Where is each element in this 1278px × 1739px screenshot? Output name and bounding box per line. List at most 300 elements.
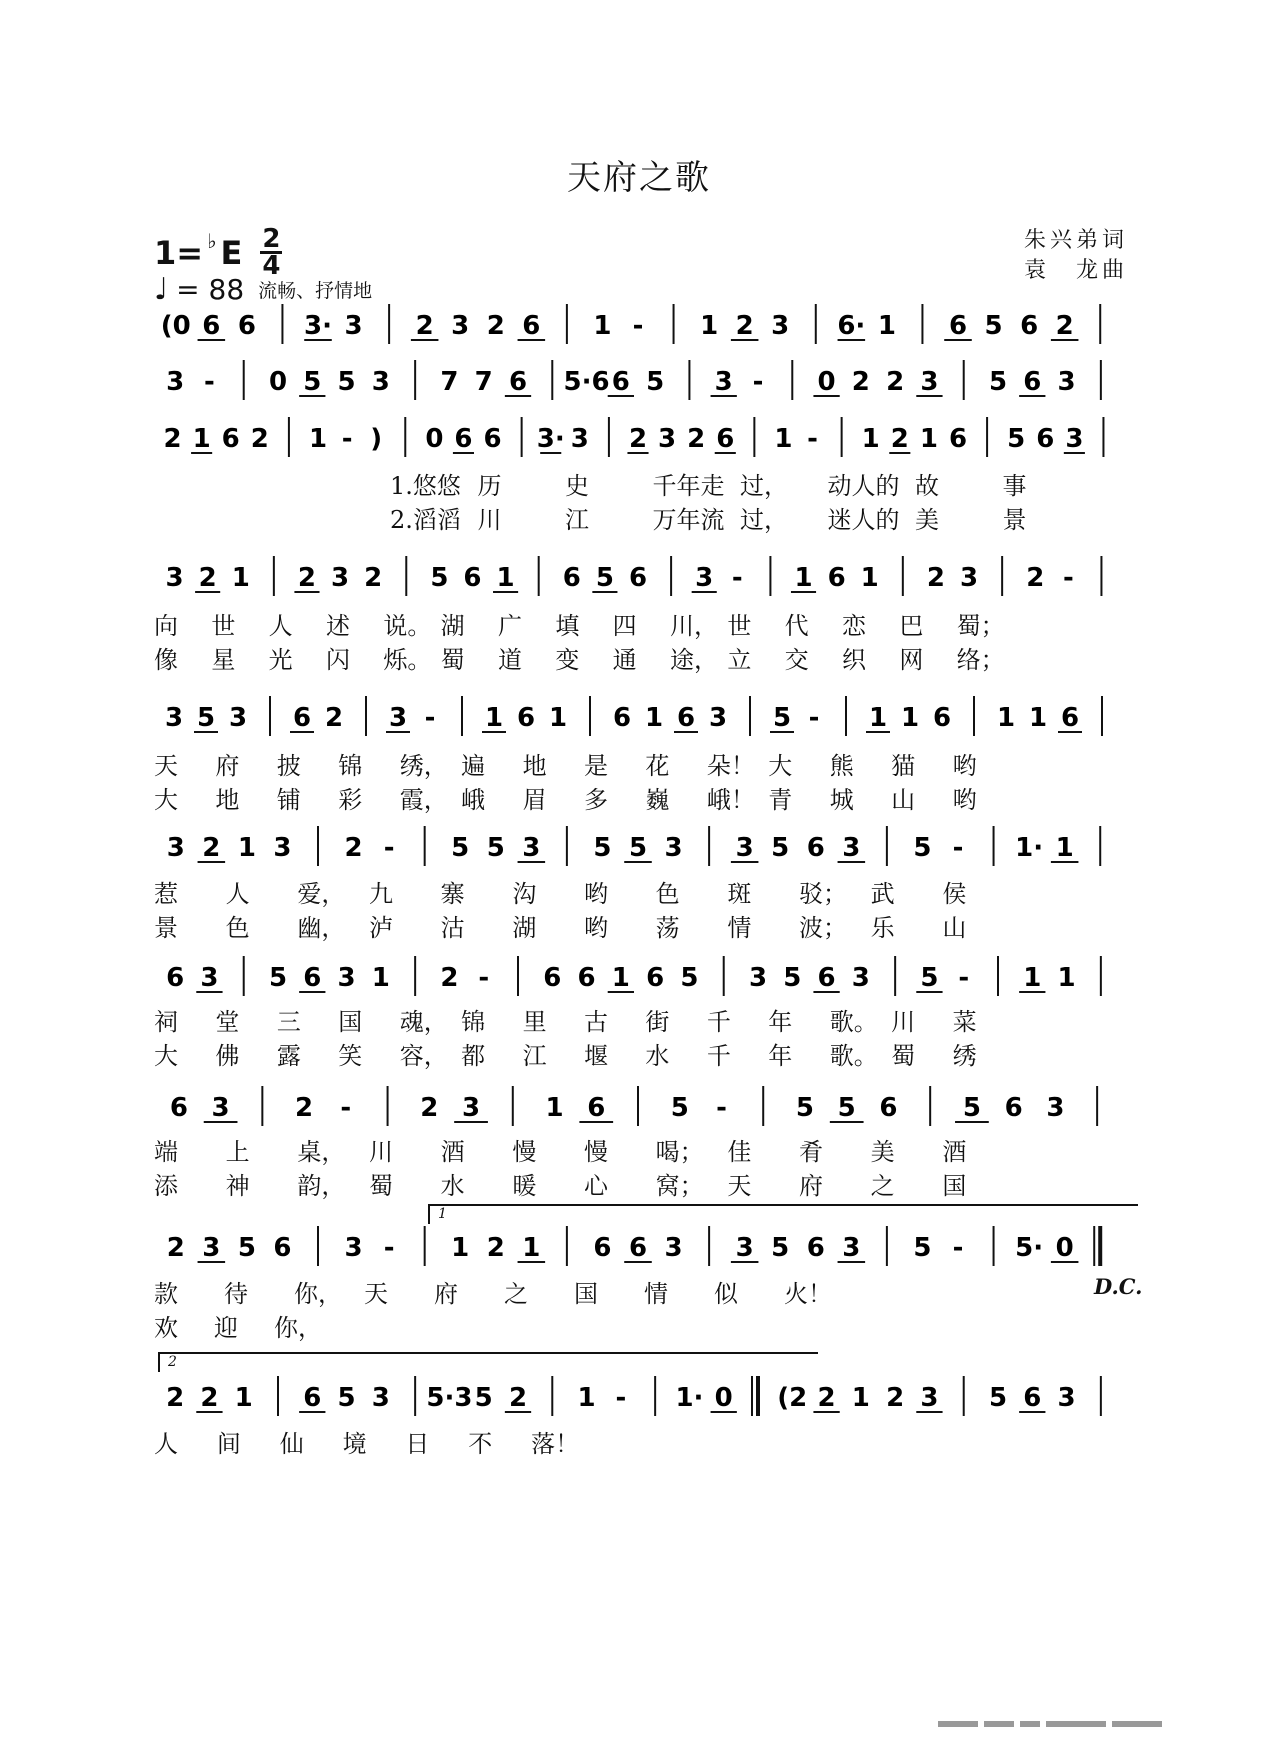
lyric-word: 哟	[584, 880, 608, 908]
music-row	[154, 692, 1124, 742]
note: 1	[700, 311, 719, 341]
lyric-word: 爱，	[297, 880, 346, 908]
lyric-word: 间	[216, 1430, 241, 1458]
lyric-word: 大	[768, 752, 793, 780]
note: 6	[806, 833, 825, 863]
music-row-svg	[154, 1222, 1124, 1272]
lyric-word: 千年走	[652, 472, 725, 500]
lyric-word: 火！	[784, 1280, 832, 1308]
lyric-word: 青	[768, 786, 793, 814]
note: 6	[202, 311, 221, 341]
lyric-word: 故	[915, 472, 939, 500]
note: 1	[371, 963, 390, 993]
note: 6	[543, 963, 562, 993]
lyric-word: 美	[870, 1138, 895, 1166]
note: 1	[851, 1383, 870, 1413]
lyric-word: 天	[364, 1280, 388, 1308]
note: 3	[388, 703, 408, 733]
note: 3	[164, 703, 184, 733]
note: 1	[644, 703, 664, 733]
note: 2	[886, 367, 905, 397]
note: 1	[593, 311, 612, 341]
lyric-word: 乐	[870, 914, 895, 942]
note: 1	[496, 563, 515, 593]
note: 5·6	[563, 367, 610, 397]
lyric-word: 笑	[338, 1042, 363, 1070]
note: 3	[1057, 367, 1076, 397]
lyric-word: 千	[706, 1042, 731, 1070]
note: 5	[196, 703, 216, 733]
da-capo-marking: D.C.	[1094, 1274, 1143, 1299]
note: 2	[324, 703, 344, 733]
note: 6	[169, 1093, 188, 1123]
lyric-word: 峨	[461, 786, 486, 814]
note: 6	[948, 424, 968, 454]
lyric-word: 1.悠悠	[390, 472, 461, 500]
lyric-word: 酒	[942, 1138, 967, 1166]
note: 3	[664, 1233, 683, 1263]
lyric-word: 城	[829, 786, 854, 814]
composer: 袁 龙曲	[1024, 258, 1129, 283]
lyric-word: 天	[727, 1172, 752, 1200]
note: -	[204, 367, 215, 397]
note: 2	[926, 563, 945, 593]
note: -	[807, 424, 818, 454]
lyric-word: 蜀	[440, 646, 465, 674]
lyric-line	[154, 780, 1124, 812]
lyric-word: 武	[870, 880, 895, 908]
note: 5	[913, 833, 932, 863]
lyric-word: 慢	[584, 1138, 608, 1166]
lyric-word: 锦	[461, 1008, 486, 1036]
lyric-word: 恋	[842, 612, 866, 640]
lyric-word: 上	[225, 1138, 250, 1166]
lyric-word: 蜀；	[956, 612, 1005, 640]
note: 0	[268, 367, 288, 397]
note: 3	[344, 311, 363, 341]
lyric-word: 世	[727, 612, 752, 640]
lyric-word: 府	[799, 1172, 823, 1200]
note: 2	[508, 1383, 528, 1413]
music-row	[154, 1222, 1124, 1272]
lyric-word: 大	[154, 786, 178, 814]
lyric-word: 闪	[326, 646, 350, 674]
music-row	[154, 413, 1124, 463]
note: -	[752, 367, 764, 397]
lyric-word: 国	[574, 1280, 598, 1308]
music-row-svg	[154, 300, 1124, 350]
lyric-word: 幽，	[297, 914, 346, 942]
note: 5·3	[426, 1383, 473, 1413]
note: 1	[451, 1233, 470, 1263]
time-signature: 2 4	[262, 224, 281, 281]
lyric-word: 遍	[461, 752, 486, 780]
lyric-word: 道	[498, 646, 522, 674]
lyric-word: 沽	[440, 914, 465, 942]
lyric-word: 酒	[440, 1138, 465, 1166]
note: 6·	[837, 311, 866, 341]
lyric-line	[154, 1424, 1124, 1456]
lyric-word: 猫	[891, 752, 916, 780]
lyric-word: 途，	[670, 646, 718, 674]
note: 2	[200, 1383, 219, 1413]
lyric-word: 烁。	[383, 646, 432, 674]
lyric-word: 变	[555, 646, 580, 674]
note: 5	[646, 367, 665, 397]
note: 2	[166, 1233, 185, 1263]
lyric-word: 驳；	[799, 880, 847, 908]
note: 5	[430, 563, 449, 593]
note: 2	[735, 311, 754, 341]
note: -	[615, 1383, 627, 1413]
note: 2	[486, 1233, 505, 1263]
lyric-word: 落！	[531, 1430, 580, 1458]
note: 1·	[675, 1383, 704, 1413]
note: 3	[331, 563, 350, 593]
note: 6	[879, 1093, 898, 1123]
lyric-word: 过，	[740, 506, 788, 534]
note: 3	[658, 424, 677, 454]
lyric-word: 天	[154, 752, 178, 780]
note: 3	[735, 1233, 754, 1263]
note: 3	[165, 563, 184, 593]
note: 2	[420, 1093, 439, 1123]
song-title: 天府之歌	[567, 158, 711, 198]
lyric-line	[154, 1132, 1124, 1164]
note: 5	[237, 1233, 256, 1263]
note: 1	[1057, 963, 1076, 993]
lyric-word: 魂，	[399, 1008, 448, 1036]
note: 5	[593, 833, 612, 863]
note: 6	[463, 563, 482, 593]
lyric-word: 祠	[154, 1008, 178, 1036]
lyric-line	[154, 1274, 1124, 1306]
lyric-word: 似	[714, 1280, 738, 1308]
note: 2	[344, 833, 363, 863]
lyric-word: 水	[645, 1042, 670, 1070]
lyric-word: 之	[870, 1172, 895, 1200]
note: 1	[545, 1093, 564, 1123]
lyric-word: 过，	[740, 472, 788, 500]
lyric-word: 湖	[440, 612, 465, 640]
note: 5	[486, 833, 505, 863]
note: 5	[913, 1233, 932, 1263]
lyric-word: 府	[434, 1280, 458, 1308]
note: 5	[988, 367, 1008, 397]
lyric-word: 都	[461, 1042, 486, 1070]
lyric-word: 披	[276, 752, 301, 780]
lyric-word: 锦	[338, 752, 363, 780]
lyric-word: 地	[522, 752, 547, 780]
lyric-word: 迎	[214, 1314, 238, 1342]
lyric-word: 哟	[952, 786, 977, 814]
lyric-word: 神	[225, 1172, 250, 1200]
lyric-word: 九	[369, 880, 393, 908]
lyric-line	[154, 746, 1124, 778]
lyric-word: 暖	[512, 1172, 537, 1200]
lyric-word: 你，	[274, 1314, 322, 1342]
lyric-word: 历	[477, 472, 502, 500]
note: 1	[794, 563, 813, 593]
note: 3	[211, 1093, 230, 1123]
note: 3	[714, 367, 733, 397]
note: 1	[877, 311, 896, 341]
note: 3	[200, 963, 219, 993]
note: 2	[415, 311, 434, 341]
lyric-word: 哟	[952, 752, 977, 780]
lyric-line	[154, 1166, 1124, 1198]
note: 6	[593, 1233, 612, 1263]
note: 6	[817, 963, 836, 993]
note: 3	[273, 833, 292, 863]
note: 2	[486, 311, 505, 341]
music-row-svg	[154, 413, 1124, 463]
lyric-word: 泸	[369, 914, 393, 942]
lyric-word: 人	[268, 612, 293, 640]
note: 1	[231, 563, 250, 593]
note: -	[1062, 563, 1074, 593]
note: 5	[984, 311, 1003, 341]
lyric-word: 动人的	[827, 472, 900, 500]
note: -	[424, 703, 436, 733]
note: 5	[451, 833, 470, 863]
note: 3	[166, 833, 185, 863]
lyric-word: 里	[522, 1008, 547, 1036]
lyric-word: 川	[369, 1138, 393, 1166]
lyric-word: 境	[342, 1430, 367, 1458]
note: (0	[160, 311, 191, 341]
lyric-word: 川	[891, 1008, 916, 1036]
lyric-word: 肴	[799, 1138, 823, 1166]
note: 5	[771, 1233, 790, 1263]
note: 3	[228, 703, 248, 733]
key-signature: 1= ♭ E 2 4	[154, 224, 281, 281]
note: 1	[1023, 963, 1042, 993]
note: 3	[1057, 1383, 1076, 1413]
note: 3	[202, 1233, 221, 1263]
lyric-line	[154, 908, 1124, 940]
note: 2	[1026, 563, 1045, 593]
quarter-note-icon: ♩	[154, 272, 169, 307]
note: 3	[664, 833, 683, 863]
lyric-word: 史	[565, 472, 589, 500]
note: 6	[612, 703, 632, 733]
note: 6	[1023, 367, 1042, 397]
lyric-word: 堂	[215, 1008, 240, 1036]
note: 1	[237, 833, 256, 863]
lyric-word: 山	[891, 786, 916, 814]
note: 5	[772, 703, 792, 733]
note: 6	[716, 424, 735, 454]
note: -	[478, 963, 490, 993]
lyric-word: 堰	[584, 1042, 608, 1070]
music-row	[154, 552, 1124, 602]
lyric-word: 心	[584, 1172, 608, 1200]
note: -	[731, 563, 743, 593]
note: 6	[628, 563, 648, 593]
note: 3·	[536, 424, 565, 454]
lyric-word: 光	[268, 646, 293, 674]
lyric-word: 街	[645, 1008, 670, 1036]
music-row-svg	[154, 692, 1124, 742]
note: 3	[842, 1233, 861, 1263]
note: 3·	[304, 311, 332, 341]
lyric-line	[154, 1036, 1124, 1068]
lyric-word: 向	[154, 612, 178, 640]
lyric-line	[154, 640, 1124, 672]
music-row	[154, 300, 1124, 350]
lyric-line	[154, 466, 1124, 498]
note: 2	[1055, 311, 1074, 341]
volta-bracket: 1	[428, 1204, 1138, 1224]
footer-decoration	[938, 1712, 1208, 1722]
note: 3	[522, 833, 541, 863]
note: 2	[166, 1383, 185, 1413]
music-row	[154, 952, 1124, 1002]
note: 6	[303, 963, 322, 993]
note: 3	[371, 367, 390, 397]
note: 6	[221, 424, 240, 454]
lyric-word: 景	[154, 914, 178, 942]
note: -	[341, 424, 353, 454]
note: 6	[508, 367, 528, 397]
lyric-word: 你，	[294, 1280, 342, 1308]
volta-bracket: 2	[158, 1352, 818, 1372]
lyric-word: 彩	[338, 786, 363, 814]
note: 1	[1028, 703, 1048, 733]
note: 3	[851, 963, 870, 993]
lyric-word: 歌。	[829, 1042, 878, 1070]
lyric-line	[154, 1308, 1124, 1340]
note: 1	[1055, 833, 1074, 863]
note: 2	[295, 1093, 314, 1123]
lyric-word: 人	[225, 880, 250, 908]
lyric-word: 三	[276, 1008, 301, 1036]
note: 2	[198, 563, 217, 593]
note: -	[383, 1233, 395, 1263]
note: 6	[611, 367, 630, 397]
note: 5·	[1015, 1233, 1044, 1263]
note: 1	[577, 1383, 596, 1413]
lyric-word: 惹	[154, 880, 178, 908]
note: 6	[522, 311, 541, 341]
note: 5	[670, 1093, 689, 1123]
lyric-word: 江	[522, 1042, 547, 1070]
note: 3	[708, 703, 728, 733]
note: 2	[250, 424, 269, 454]
lyric-word: 填	[555, 612, 580, 640]
note: 2	[297, 563, 317, 593]
note: 1	[919, 424, 938, 454]
lyric-word: 山	[942, 914, 967, 942]
lyric-word: 绣	[952, 1042, 977, 1070]
note: 0	[817, 367, 836, 397]
lyric-line	[154, 500, 1124, 532]
lyric-word: 星	[211, 646, 236, 674]
lyric-word: 寨	[440, 880, 465, 908]
note: -	[716, 1093, 727, 1123]
lyric-word: 水	[440, 1172, 465, 1200]
note: 6	[292, 703, 312, 733]
lyric-word: 绣，	[399, 752, 448, 780]
lyric-word: 添	[154, 1172, 178, 1200]
note: 1	[860, 563, 879, 593]
music-row-svg	[154, 822, 1124, 872]
lyric-word: 府	[215, 752, 240, 780]
lyric-word: 侯	[942, 880, 967, 908]
note: 1	[484, 703, 504, 733]
note: 6	[516, 703, 536, 733]
note: 3	[371, 1383, 390, 1413]
lyric-word: 之	[504, 1280, 528, 1308]
lyric-word: 国	[942, 1172, 967, 1200]
lyric-word: 2.滔滔	[390, 506, 461, 534]
lyric-word: 峨！	[706, 786, 755, 814]
note: 5	[795, 1093, 815, 1123]
note: -	[952, 833, 964, 863]
note: 1	[522, 1233, 541, 1263]
note: 1	[548, 703, 568, 733]
note: 7	[474, 367, 493, 397]
lyric-word: 湖	[512, 914, 537, 942]
music-row-svg	[154, 1372, 1124, 1422]
note: 2	[851, 367, 870, 397]
note: 2	[440, 963, 459, 993]
note: 5	[337, 1383, 356, 1413]
lyric-word: 年	[768, 1008, 793, 1036]
note: 3	[570, 424, 589, 454]
note: 3	[920, 1383, 939, 1413]
lyric-word: 立	[727, 646, 752, 674]
lyric-word: 大	[154, 1042, 178, 1070]
note: 6	[483, 424, 502, 454]
lyric-word: 美	[915, 506, 939, 534]
note: 3	[771, 311, 790, 341]
note: 1	[900, 703, 920, 733]
note: 5	[962, 1093, 981, 1123]
note: 5	[988, 1383, 1008, 1413]
note: 2	[163, 424, 182, 454]
note: 2	[886, 1383, 905, 1413]
note: 2	[890, 424, 909, 454]
note: 0	[425, 424, 444, 454]
music-row-svg	[154, 356, 1124, 406]
lyric-word: 景	[1002, 506, 1027, 534]
note: 6	[646, 963, 665, 993]
lyric-word: 沟	[512, 880, 537, 908]
lyric-word: 国	[338, 1008, 363, 1036]
music-row-svg	[154, 952, 1124, 1002]
note: -	[383, 833, 395, 863]
note: 5	[837, 1093, 856, 1123]
lyric-word: 花	[645, 752, 670, 780]
note: 5	[595, 563, 614, 593]
lyric-line	[154, 606, 1124, 638]
note: 1	[868, 703, 888, 733]
lyric-word: 巍	[645, 786, 670, 814]
note: 1	[996, 703, 1016, 733]
note: 7	[440, 367, 459, 397]
lyric-word: 通	[612, 646, 637, 674]
note: -	[958, 963, 970, 993]
music-row-svg	[154, 552, 1124, 602]
note: 3	[451, 311, 470, 341]
note: )	[370, 424, 383, 454]
lyric-word: 喝；	[655, 1138, 704, 1166]
tempo-marking: ♩ = 88 流畅、抒情地	[154, 272, 373, 307]
lyric-word: 巴	[899, 612, 924, 640]
note: 1	[774, 424, 793, 454]
